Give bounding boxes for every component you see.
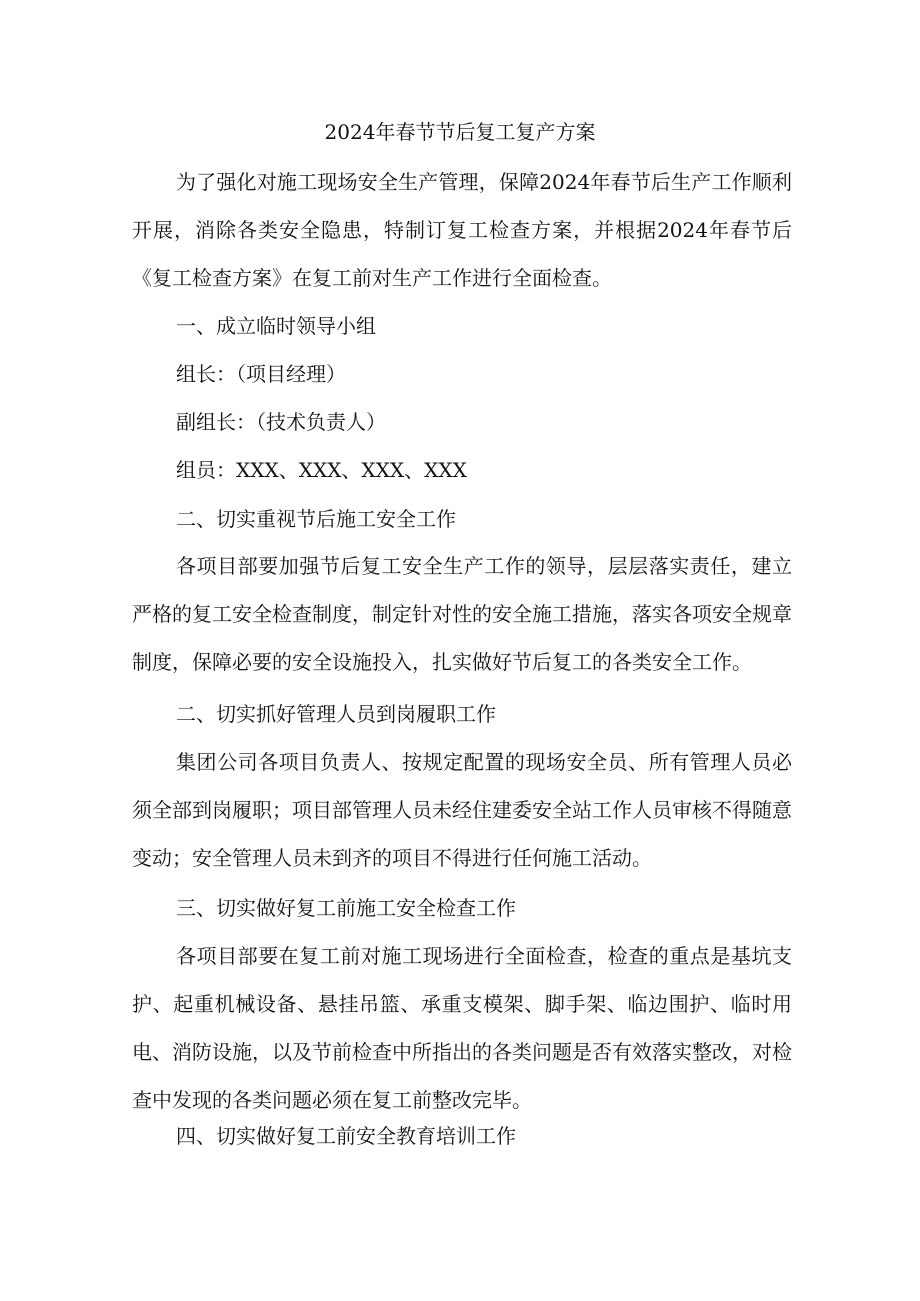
- section2-paragraph: 各项目部要加强节后复工安全生产工作的领导，层层落实责任，建立严格的复工安全检查制度，制定针对性的安全施工措施，落实各项安全规章制度，保障必要的安全设施投入，扎实做好节后复工的各类安全工作。: [132, 554, 792, 674]
- leader-line: 组长：（项目经理）: [176, 362, 346, 386]
- section2-heading: 二、切实重视节后施工安全工作: [176, 507, 456, 531]
- section1-heading: 一、成立临时领导小组: [176, 314, 376, 338]
- section3-heading: 三、切实做好复工前施工安全检查工作: [176, 896, 516, 920]
- document-title: 2024年春节节后复工复产方案: [324, 120, 596, 144]
- section3-paragraph: 各项目部要在复工前对施工现场进行全面检查，检查的重点是基坑支护、起重机械设备、悬挂吊篮、承重支模架、脚手架、临边围护、临时用电、消防设施，以及节前检查中所指出的各类问题是否有效落实整改，对检查中发现的各类问题必须在复工前整改完毕。: [132, 944, 792, 1112]
- deputy-leader-line: 副组长：（技术负责人）: [176, 410, 386, 434]
- section2b-paragraph: 集团公司各项目负责人、按规定配置的现场安全员、所有管理人员必须全部到岗履职；项目部管理人员未经住建委安全站工作人员审核不得随意变动；安全管理人员未到齐的项目不得进行任何施工活动。: [132, 750, 792, 870]
- members-line: 组员：XXX、XXX、XXX、XXX: [176, 458, 467, 482]
- intro-paragraph: 为了强化对施工现场安全生产管理，保障2024年春节后生产工作顺利开展，消除各类安全隐患，特制订复工检查方案，并根据2024年春节后《复工检查方案》在复工前对生产工作进行全面检查。: [132, 170, 792, 290]
- section2b-heading: 二、切实抓好管理人员到岗履职工作: [176, 702, 496, 726]
- section4-heading: 四、切实做好复工前安全教育培训工作: [176, 1124, 516, 1148]
